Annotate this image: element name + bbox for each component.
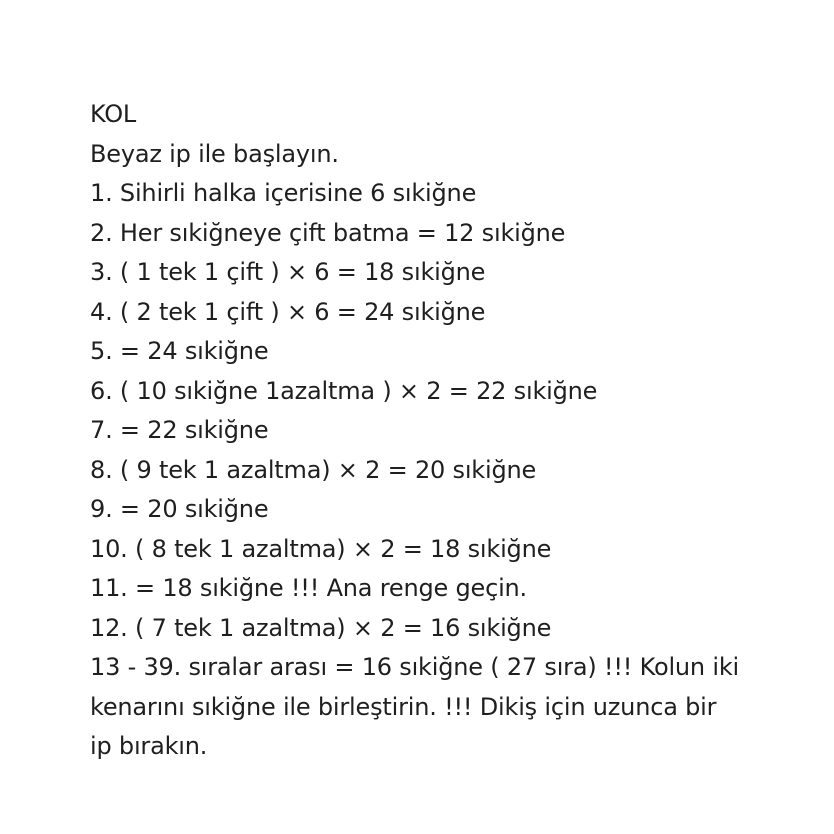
instructions-document [90,95,810,767]
document-title: KOL [90,100,137,128]
row-4: 4. ( 2 tek 1 çift ) × 6 = 24 sıkiğne [90,297,486,326]
row-6: 6. ( 10 sıkiğne 1azaltma ) × 2 = 22 sıkiğne [90,376,598,405]
row-5: 5. = 24 sıkiğne [90,337,269,365]
row-8: 8. ( 9 tek 1 azaltma) × 2 = 20 sıkiğne [90,455,537,484]
row-7: 7. = 22 sıkiğne [90,416,269,444]
row-2: 2. Her sıkiğneye çift batma = 12 sıkiğne [90,218,566,247]
intro-line: Beyaz ip ile başlayın. [90,139,339,168]
final-line-1: 13 - 39. sıralar arası = 16 sıkiğne ( 27 sıra) !!! Kolun iki [90,653,740,681]
row-11: 11. = 18 sıkiğne !!! Ana renge geçin. [90,574,527,602]
row-3: 3. ( 1 tek 1 çift ) × 6 = 18 sıkiğne [90,258,486,286]
row-1: 1. Sihirli halka içerisine 6 sıkiğne [90,179,477,207]
final-line-2: kenarını sıkiğne ile birleştirin. !!! Dikiş için uzunca bir [90,692,717,721]
row-9: 9. = 20 sıkiğne [90,495,269,523]
row-10: 10. ( 8 tek 1 azaltma) × 2 = 18 sıkiğne [90,534,552,563]
row-12: 12. ( 7 tek 1 azaltma) × 2 = 16 sıkiğne [90,613,552,642]
final-line-3: ip bırakın. [90,732,208,760]
